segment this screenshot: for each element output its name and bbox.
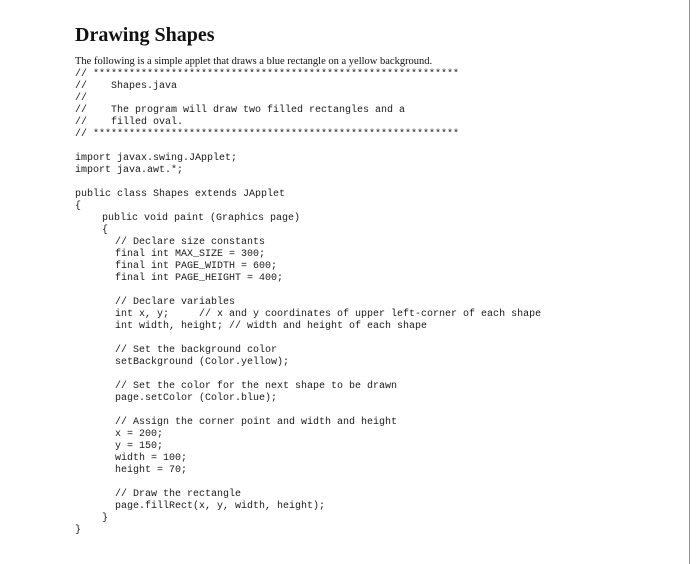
code-line-text: // The program will draw two filled rectangles and a [75,105,406,116]
code-line-text: // Set the color for the next shape to be drawn [115,381,398,392]
code-line-text: import java.awt.*; [75,165,184,176]
code-line-text: setBackground (Color.yellow); [115,357,290,368]
code-line-text: height = 70; [115,465,188,476]
code-line-text: import javax.swing.JApplet; [75,153,238,164]
code-line-text: page.setColor (Color.blue); [115,393,278,404]
page-title: Drawing Shapes [75,24,215,47]
code-line-text: int width, height; // width and height of each shape [115,321,428,332]
code-line-text: // filled oval. [75,117,184,128]
code-line-text: // ************************************************************* [75,129,460,140]
code-line-text: // [75,93,88,104]
code-line-text: public class Shapes extends JApplet [75,189,286,200]
code-line-text: y = 150; [115,441,164,452]
code-line-text: { [75,201,82,212]
code-line-text: // Draw the rectangle [115,489,242,500]
code-line-text: page.fillRect(x, y, width, height); [115,501,326,512]
code-line-text: final int PAGE_HEIGHT = 400; [115,273,284,284]
code-line-text: // Assign the corner point and width and height [115,417,398,428]
code-line-text: x = 200; [115,429,164,440]
code-line-text: // Declare size constants [115,237,266,248]
code-line-text: final int PAGE_WIDTH = 600; [115,261,278,272]
code-line-text: public void paint (Graphics page) [102,213,301,224]
code-line-text: final int MAX_SIZE = 300; [115,249,266,260]
page-edge-divider [689,0,690,564]
code-line-text: // Declare variables [115,297,236,308]
code-line-text: { [102,225,109,236]
code-line-text: } [75,525,82,536]
code-line-text: width = 100; [115,453,188,464]
code-line-text: // Set the background color [115,345,278,356]
code-line-text: // ************************************************************* [75,69,460,80]
code-line-text: } [102,513,109,524]
code-line-text: int x, y; // x and y coordinates of upper left-corner of each shape [115,309,542,320]
code-line-text: // Shapes.java [75,81,178,92]
intro-paragraph: The following is a simple applet that draws a blue rectangle on a yellow background. [75,55,433,67]
